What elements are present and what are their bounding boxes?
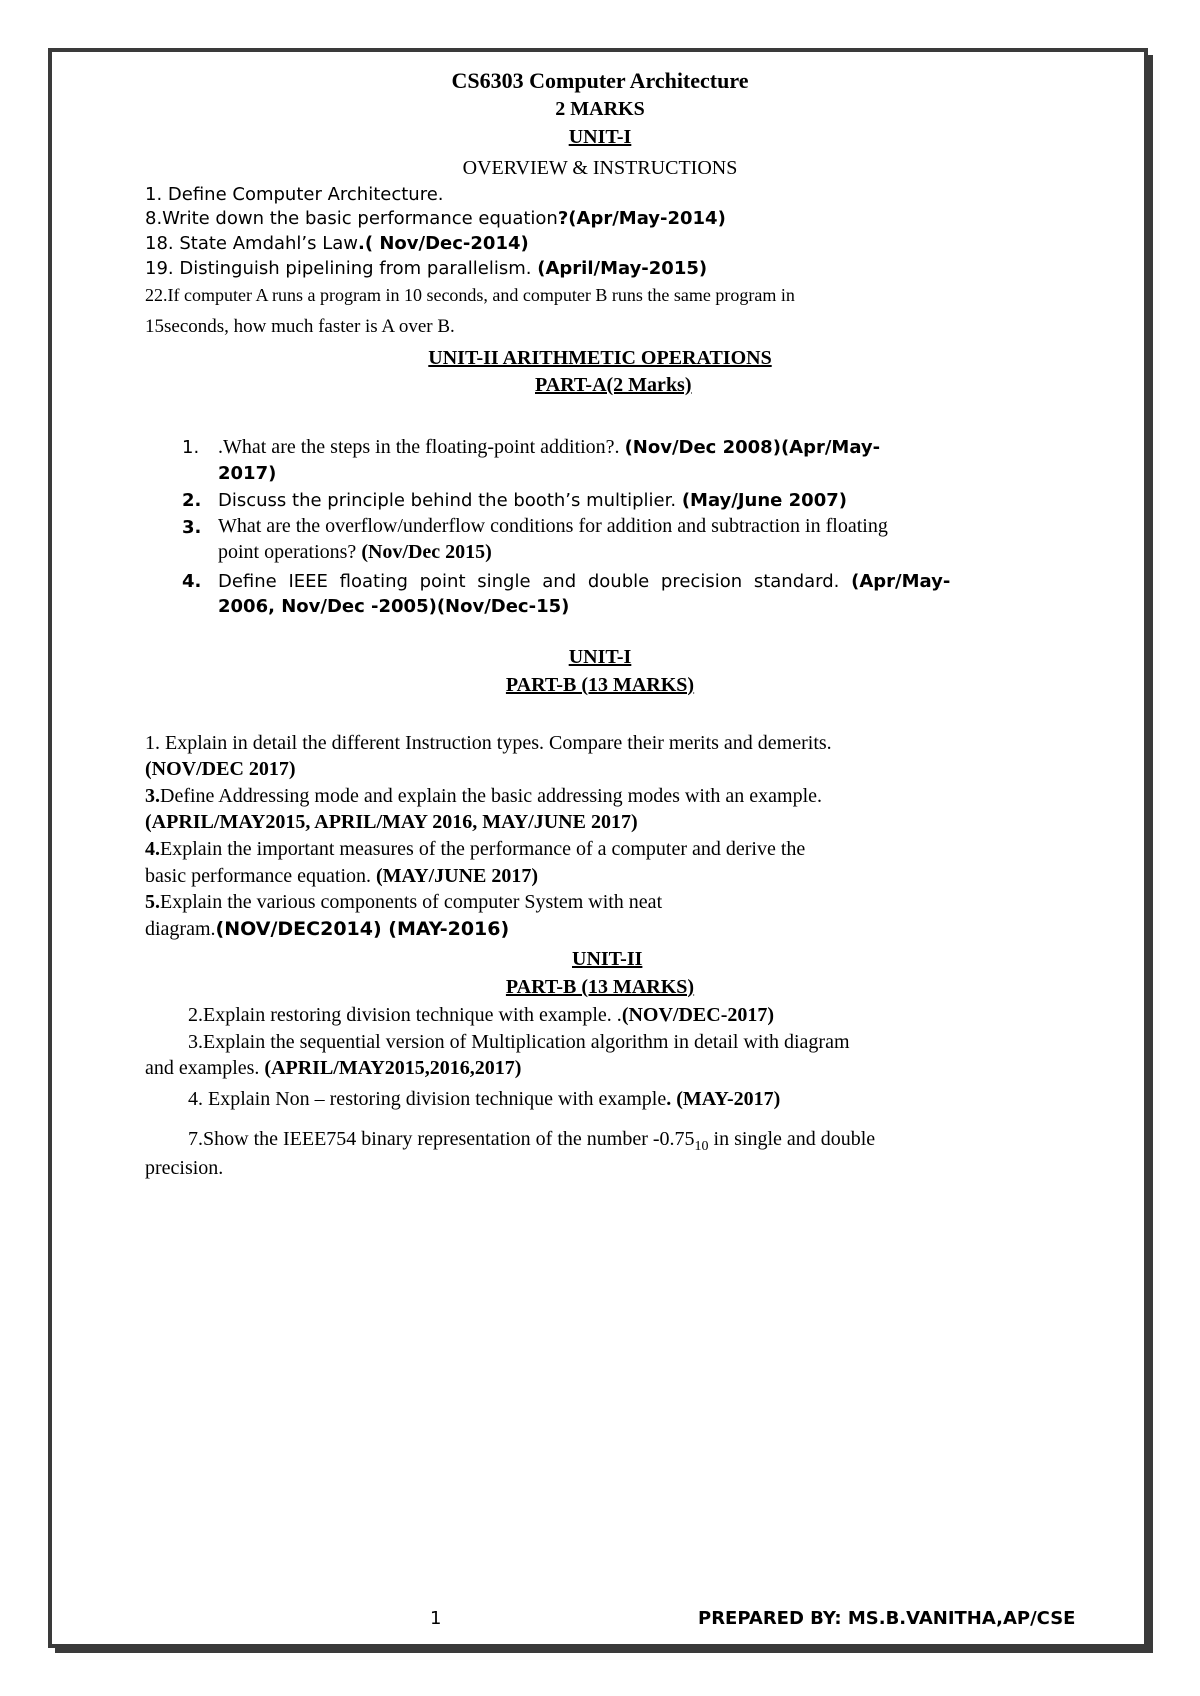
pb-q4-num: 4. [145,838,160,860]
pb-q4-line1 [145,838,805,861]
q8-tag: ?(Apr/May-2014) [557,208,726,229]
ua-item2-text: Discuss the principle behind the booth’s multiplier. [218,490,677,511]
pb-q5-num: 5. [145,891,160,913]
ua-item1-tag2: 2017) [218,463,277,484]
pb-q5-line1 [145,891,662,914]
q19-tag: (April/May-2015) [537,258,708,279]
pb-q5-text2: diagram. [145,918,216,940]
page-number: 1 [430,1608,442,1629]
ua-item4-text: Define IEEE floating point single and double precision standard. [218,571,840,592]
pb-q3 [145,785,822,808]
pb-q3-tag: (APRIL/MAY2015, APRIL/MAY 2016, MAY/JUNE 2017) [145,811,638,833]
unit2-partb-heading: PART-B (13 MARKS) [505,976,695,998]
unit1-partb-unit: UNIT-I [568,646,632,668]
q19-item [145,258,707,279]
ua-item2-tag: (May/June 2007) [681,490,847,511]
q18-tag: .( Nov/Dec-2014) [358,233,529,254]
ua-item3-line1: What are the overflow/underflow conditions for addition and subtraction in floating [218,515,888,537]
u2b-q3-line2 [145,1057,521,1080]
pb-q1-tag: (NOV/DEC 2017) [145,758,296,780]
ua-item2 [218,490,847,511]
u2b-q2-tag: (NOV/DEC-2017) [621,1004,775,1026]
u2b-q2-text: 2.Explain restoring division technique with example. . [188,1004,622,1026]
ua-item1-text: .What are the steps in the floating-point addition?. [218,436,620,458]
u2b-q7-post: in single and double [708,1128,876,1150]
q8-item [145,208,726,229]
u2b-q4-tag: . (MAY-2017) [666,1088,781,1110]
pb-q4-tag: (MAY/JUNE 2017) [376,865,539,887]
ua-item4-tag: (Apr/May- [851,571,951,592]
pb-q4-line2 [145,865,538,888]
ua-item2-num: 2. [182,490,202,511]
ua-item3-num: 3. [182,517,202,538]
unit2-heading: UNIT-II ARITHMETIC OPERATIONS [428,347,772,369]
pb-q1: 1. Explain in detail the different Instruction types. Compare their merits and demerits. [145,732,832,754]
pb-q5-text: Explain the various components of computer System with neat [160,891,663,913]
prepared-by: PREPARED BY: MS.B.VANITHA,AP/CSE [698,1608,1076,1629]
q1-text: 1. Define Computer Architecture. [145,184,444,205]
unit1-partb-heading: PART-B (13 MARKS) [505,674,695,696]
u2b-q3-text2: and examples. [145,1057,260,1079]
u2b-q4-text: 4. Explain Non – restoring division technique with example [188,1088,667,1110]
pb-q3-text: Define Addressing mode and explain the basic addressing modes with an example. [160,785,823,807]
ua-item1 [218,436,880,459]
ua-item3-text2: point operations? [218,541,357,563]
u2b-q7-line1 [188,1128,875,1155]
unit2-part-a-label: PART-A(2 Marks) [535,374,692,396]
q18-item [145,233,529,254]
u2b-q3-tag: (APRIL/MAY2015,2016,2017) [264,1057,522,1079]
unit2-part-a-heading [375,374,692,397]
q8-text: 8.Write down the basic performance equation [145,208,558,229]
marks-heading: 2 MARKS [555,98,645,120]
ua-item3-line2 [218,541,492,564]
pb-q5-line2 [145,918,509,941]
pb-q3-num: 3. [145,785,160,807]
pb-q4-text: Explain the important measures of the performance of a computer and derive the [160,838,806,860]
topic-heading: OVERVIEW & INSTRUCTIONS [462,157,738,179]
q18-text: 18. State Amdahl’s Law [145,233,359,254]
u2b-q7-line2: precision. [145,1157,224,1179]
ua-item4-num: 4. [182,571,202,592]
doc-title: CS6303 Computer Architecture [451,68,749,93]
ua-item4 [218,571,950,592]
unit1-heading: UNIT-I [568,126,632,148]
u2b-q7-sub: 10 [694,1139,709,1154]
ua-item1-num: 1. [182,437,200,458]
ua-item1-tag: (Nov/Dec 2008)(Apr/May- [624,437,881,458]
q19-text: 19. Distinguish pipelining from parallelism. [145,258,532,279]
u2b-q7-pre: 7.Show the IEEE754 binary representation of the number -0.75 [188,1128,695,1150]
u2b-q4 [188,1088,780,1111]
ua-item3-tag: (Nov/Dec 2015) [361,541,492,563]
pb-q4-text2: basic performance equation. [145,865,372,887]
q22-line1: 22.If computer A runs a program in 10 seconds, and computer B runs the same program in [145,285,795,305]
u2b-q2 [188,1004,774,1027]
ua-item4-tag2: 2006, Nov/Dec -2005)(Nov/Dec-15) [218,596,570,617]
unit2-partb-unit: UNIT-II [572,948,643,970]
u2b-q3-line1: 3.Explain the sequential version of Multiplication algorithm in detail with diagram [188,1031,850,1053]
pb-q5-tag: (NOV/DEC2014) (MAY-2016) [215,918,510,940]
q22-line2: 15seconds, how much faster is A over B. [145,316,455,337]
